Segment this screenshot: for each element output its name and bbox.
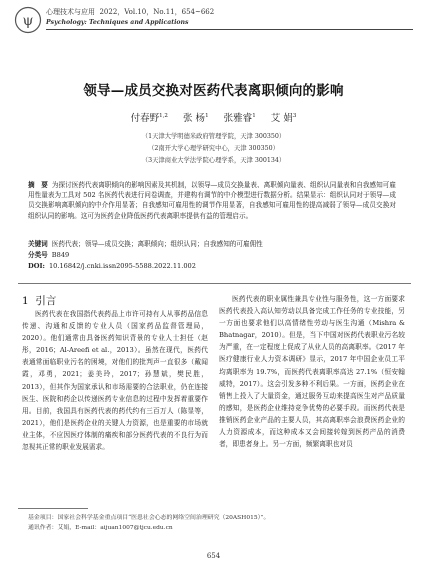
doi-value: 10.16842/j.cnki.issn2095-5588.2022.11.002 (48, 262, 196, 270)
abstract (28, 180, 396, 221)
author: 艾 娟 (270, 113, 293, 124)
author-list (0, 110, 427, 124)
footnote-funding: 基金项目：国家社会科学基金重点项目“医患社会心态的网络空间治理研究（20ASH015）”。 (28, 515, 270, 521)
author-affiliation-mark: 1,2 (159, 112, 168, 119)
doi-label: DOI: (28, 262, 45, 270)
journal-logo (14, 6, 42, 34)
svg-text:ψ: ψ (22, 13, 34, 29)
affiliation: （1天津大学明德米政府管理学院，天津 300350） (141, 133, 286, 140)
body-paragraph: 医药代表在我国指代表药品上市许可持有人从事药品信息传递、沟通和反馈的专业人员（国家药品监督管理局，2020）。他们通常由具备医药知识背景的专业人士担任（赵彤，2016；Al-Areefi et al.，2013）。虽然在现代，医药代表通常面临职业污名的困境，对他们的批判声一直很多（戴闻霞，邓勇，2021；姜美玲，2017；孙慧斌，樊民胜，2013），但其作为国家承认和市场需要的合法职业，仍在连接医生、医院和药企以传递医药专业信息的过程中发挥着重要作用。目前，我国具有医药代表的药代约有三百万人（陈显等，2021），他们是医药企业的关键人力资源，也是重要的市场就业主体，不应因医疗体制的痛疾和部分医药代表的不良行为而忽视其正常的职业发展需求。 (22, 310, 208, 452)
journal-issue: 2022，Vol.10，No.11，654~662 (99, 8, 215, 16)
left-column (22, 308, 208, 453)
section-number: 1 (22, 295, 29, 307)
affiliation: （3天津商业大学法学院心理学系，天津 300134） (141, 157, 286, 164)
keywords (28, 240, 263, 250)
abstract-text: 为探讨医药代表离职倾向的影响因素及其机制，以领导—成员交换量表、离职倾向量表、组织认同量表和自我感知可雇用性量表为工具对 502 名医药代表进行问卷调查，并建构有调节的中介模型进行数据分析。结果显示：组织认同对于领导—成员交换影响离职倾向的中介作用显著；自我感知可雇用性的调节作用显著，自我感知可雇用性的提高减弱了领导—成员交换对组织认同的影响。这可为医药企业降低医药代表离职率提供有益的管理启示。 (28, 181, 397, 220)
affiliation: （2南开大学心理学研究中心，天津 300350） (148, 145, 279, 152)
page-number: 654 (206, 552, 221, 560)
classification-code: B849 (51, 251, 70, 259)
paper-title: 领导—成员交换对医药代表离职倾向的影响 (83, 83, 344, 99)
author: 付春野 (130, 113, 160, 124)
body-paragraph: 医药代表的职业属性兼具专业性与服务性，这一方面要求医药代表投入高认知劳动以具备完成工作任务的专业技能，另一方面也要求他们以高情绪性劳动与医生沟通（Mishra & Bhatnagar，2010）。但是，当下中国对医药代表职业污名较为严重，在一定程度上促成了从业人员的高离职率。《2017 年医疗健康行业人力资本调研》显示，2017 年中国企业员工平均离职率为 19.7%，而医药代表离职率高达 27.1%（恒安翰威特，2017）。这会引发多种不利后果。一方面，医药企业在销售上投入了大量资金，通过服务互动来提高医生对产品质量的感知，是医药企业维持竞争优势的必要手段。而医药代表是推销医药企业产品的主要人员，其高离职率会浪费医药企业的人力资源成本，而这种成本又会间接转嫁到医药产品的消费者，即患者身上。另一方面，频繁离职也对员 (219, 295, 405, 449)
footnote-rule (18, 508, 88, 509)
footnote-correspondence: 通讯作者：艾娟，E-mail：aijuan1007@tjcu.edu.cn (28, 525, 173, 531)
section-title: 引言 (35, 295, 57, 307)
section-divider (18, 283, 411, 284)
keywords-label: 关键词 (28, 240, 48, 248)
author-affiliation-mark: 3 (292, 112, 297, 119)
journal-name-en: Psychology: Techniques and Applications (46, 19, 189, 26)
doi (28, 262, 196, 272)
journal-name: 心理技术与应用 (46, 8, 95, 16)
journal-header (46, 8, 214, 17)
right-column (219, 293, 405, 450)
keywords-text: 医药代表；领导—成员交换；离职倾向；组织认同；自我感知的可雇佣性 (51, 240, 263, 248)
author: 张雅睿 (223, 113, 253, 124)
author-affiliation-mark: 1 (205, 112, 209, 119)
author: 张 杨 (183, 113, 206, 124)
section-heading (22, 293, 56, 308)
author-affiliation-mark: 1 (252, 112, 256, 119)
header-rule (46, 29, 413, 30)
classification (28, 251, 69, 261)
classification-label: 分类号 (28, 251, 48, 259)
abstract-label: 摘 要 (28, 181, 48, 189)
